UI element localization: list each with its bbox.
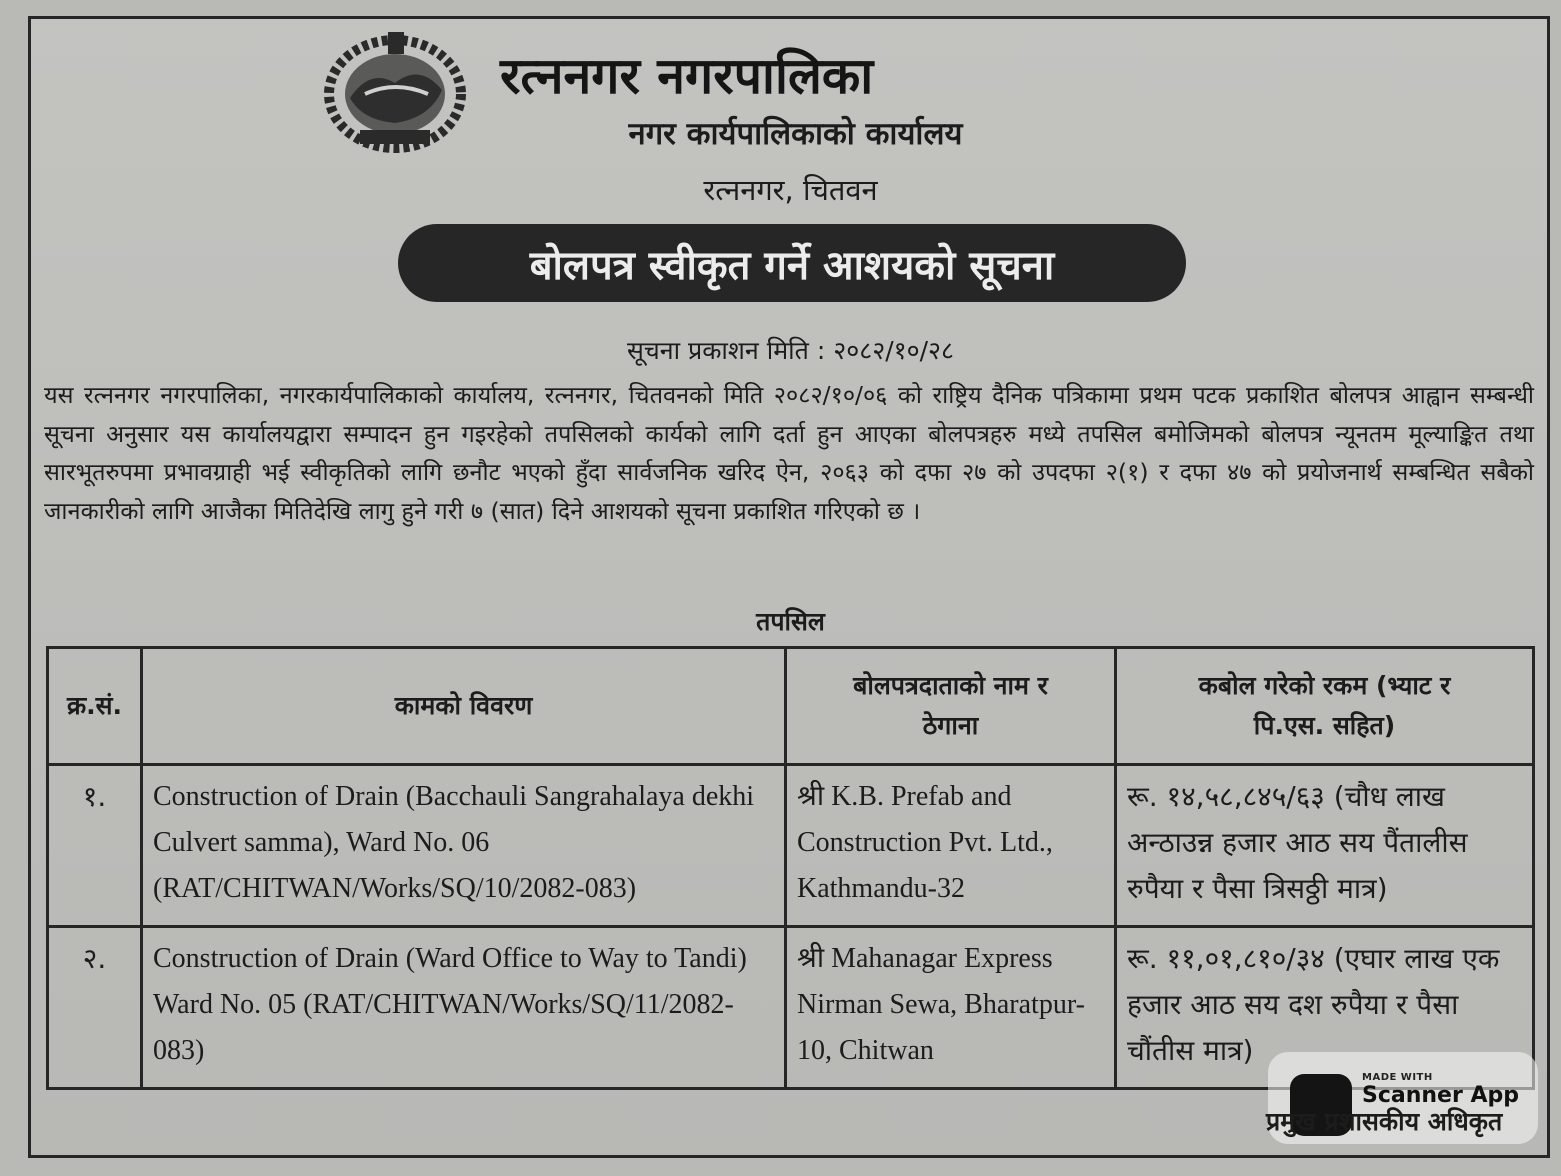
header-work: कामको विवरण (142, 648, 786, 765)
bid-table (46, 646, 1535, 1090)
row-sn: २. (48, 927, 142, 1089)
row-bidder: श्री K.B. Prefab and Construction Pvt. Ltd., Kathmandu-32 (786, 765, 1116, 927)
row-amount: रू. १४,५८,८४५/६३ (चौध लाख अन्ठाउन्न हजार आठ सय पैंतालीस रुपैया र पैसा त्रिसठ्ठी मात्र) (1116, 765, 1534, 927)
watermark-made-with: MADE WITH (1362, 1072, 1433, 1083)
watermark-app-name: Scanner App (1362, 1083, 1520, 1108)
signatory-title: प्रमुख प्रशासकीय अधिकृत (1266, 1107, 1503, 1136)
header-amount: कबोल गरेको रकम (भ्याट र पि.एस. सहित) (1116, 648, 1534, 765)
office-name: नगर कार्यपालिकाको कार्यालय (628, 116, 963, 152)
municipality-name: रत्ननगर नगरपालिका (500, 47, 874, 105)
notice-title-banner (398, 224, 1186, 302)
table-row (48, 765, 1534, 927)
schedule-heading: तपसिल (756, 607, 825, 636)
header-bidder: बोलपत्रदाताको नाम र ठेगाना (786, 648, 1116, 765)
table-header-row (48, 648, 1534, 765)
header-sn: क्र.सं. (48, 648, 142, 765)
notice-title: बोलपत्र स्वीकृत गर्ने आशयको सूचना (529, 242, 1055, 289)
row-work: Construction of Drain (Bacchauli Sangrahalaya dekhi Culvert samma), Ward No. 06 (RAT/CHITWAN/Works/SQ/10/2082-083) (142, 765, 786, 927)
row-sn: १. (48, 765, 142, 927)
notice-body: यस रत्ननगर नगरपालिका, नगरकार्यपालिकाको कार्यालय, रत्ननगर, चितवनको मिति २०८२/१०/०६ को राष्ट्रिय दैनिक पत्रिकामा प्रथम पटक प्रकाशित बोलपत्र आह्वान सम्बन्धी सूचना अनुसार यस कार्यालयद्वारा सम्पादन हुन गइरहेको तपसिलको कार्यको लागि दर्ता हुन आएका बोलपत्रहरु मध्ये तपसिल बमोजिमको बोलपत्र न्यूनतम मूल्याङ्कित तथा सारभूतरुपमा प्रभावग्राही भई स्वीकृतिको लागि छनौट भएको हुँदा सार्वजनिक खरिद ऐन, २०६३ को दफा २७ को उपदफा २(१) र दफा ४७ को प्रयोजनार्थ सम्बन्धित सबैको जानकारीको लागि आजैका मितिदेखि लागु हुने गरी ७ (सात) दिने आशयको सूचना प्रकाशित गरिएको छ । (44, 381, 1534, 525)
publication-date: सूचना प्रकाशन मिति : २०८२/१०/२८ (626, 336, 955, 365)
row-amount: रू. ११,०१,८१०/३४ (एघार लाख एक हजार आठ सय दश रुपैया र पैसा चौंतीस मात्र) (1116, 927, 1534, 1089)
office-address: रत्ननगर, चितवन (703, 173, 878, 207)
row-bidder: श्री Mahanagar Express Nirman Sewa, Bharatpur-10, Chitwan (786, 927, 1116, 1089)
row-work: Construction of Drain (Ward Office to Way to Tandi) Ward No. 05 (RAT/CHITWAN/Works/SQ/11/2082-083) (142, 927, 786, 1089)
